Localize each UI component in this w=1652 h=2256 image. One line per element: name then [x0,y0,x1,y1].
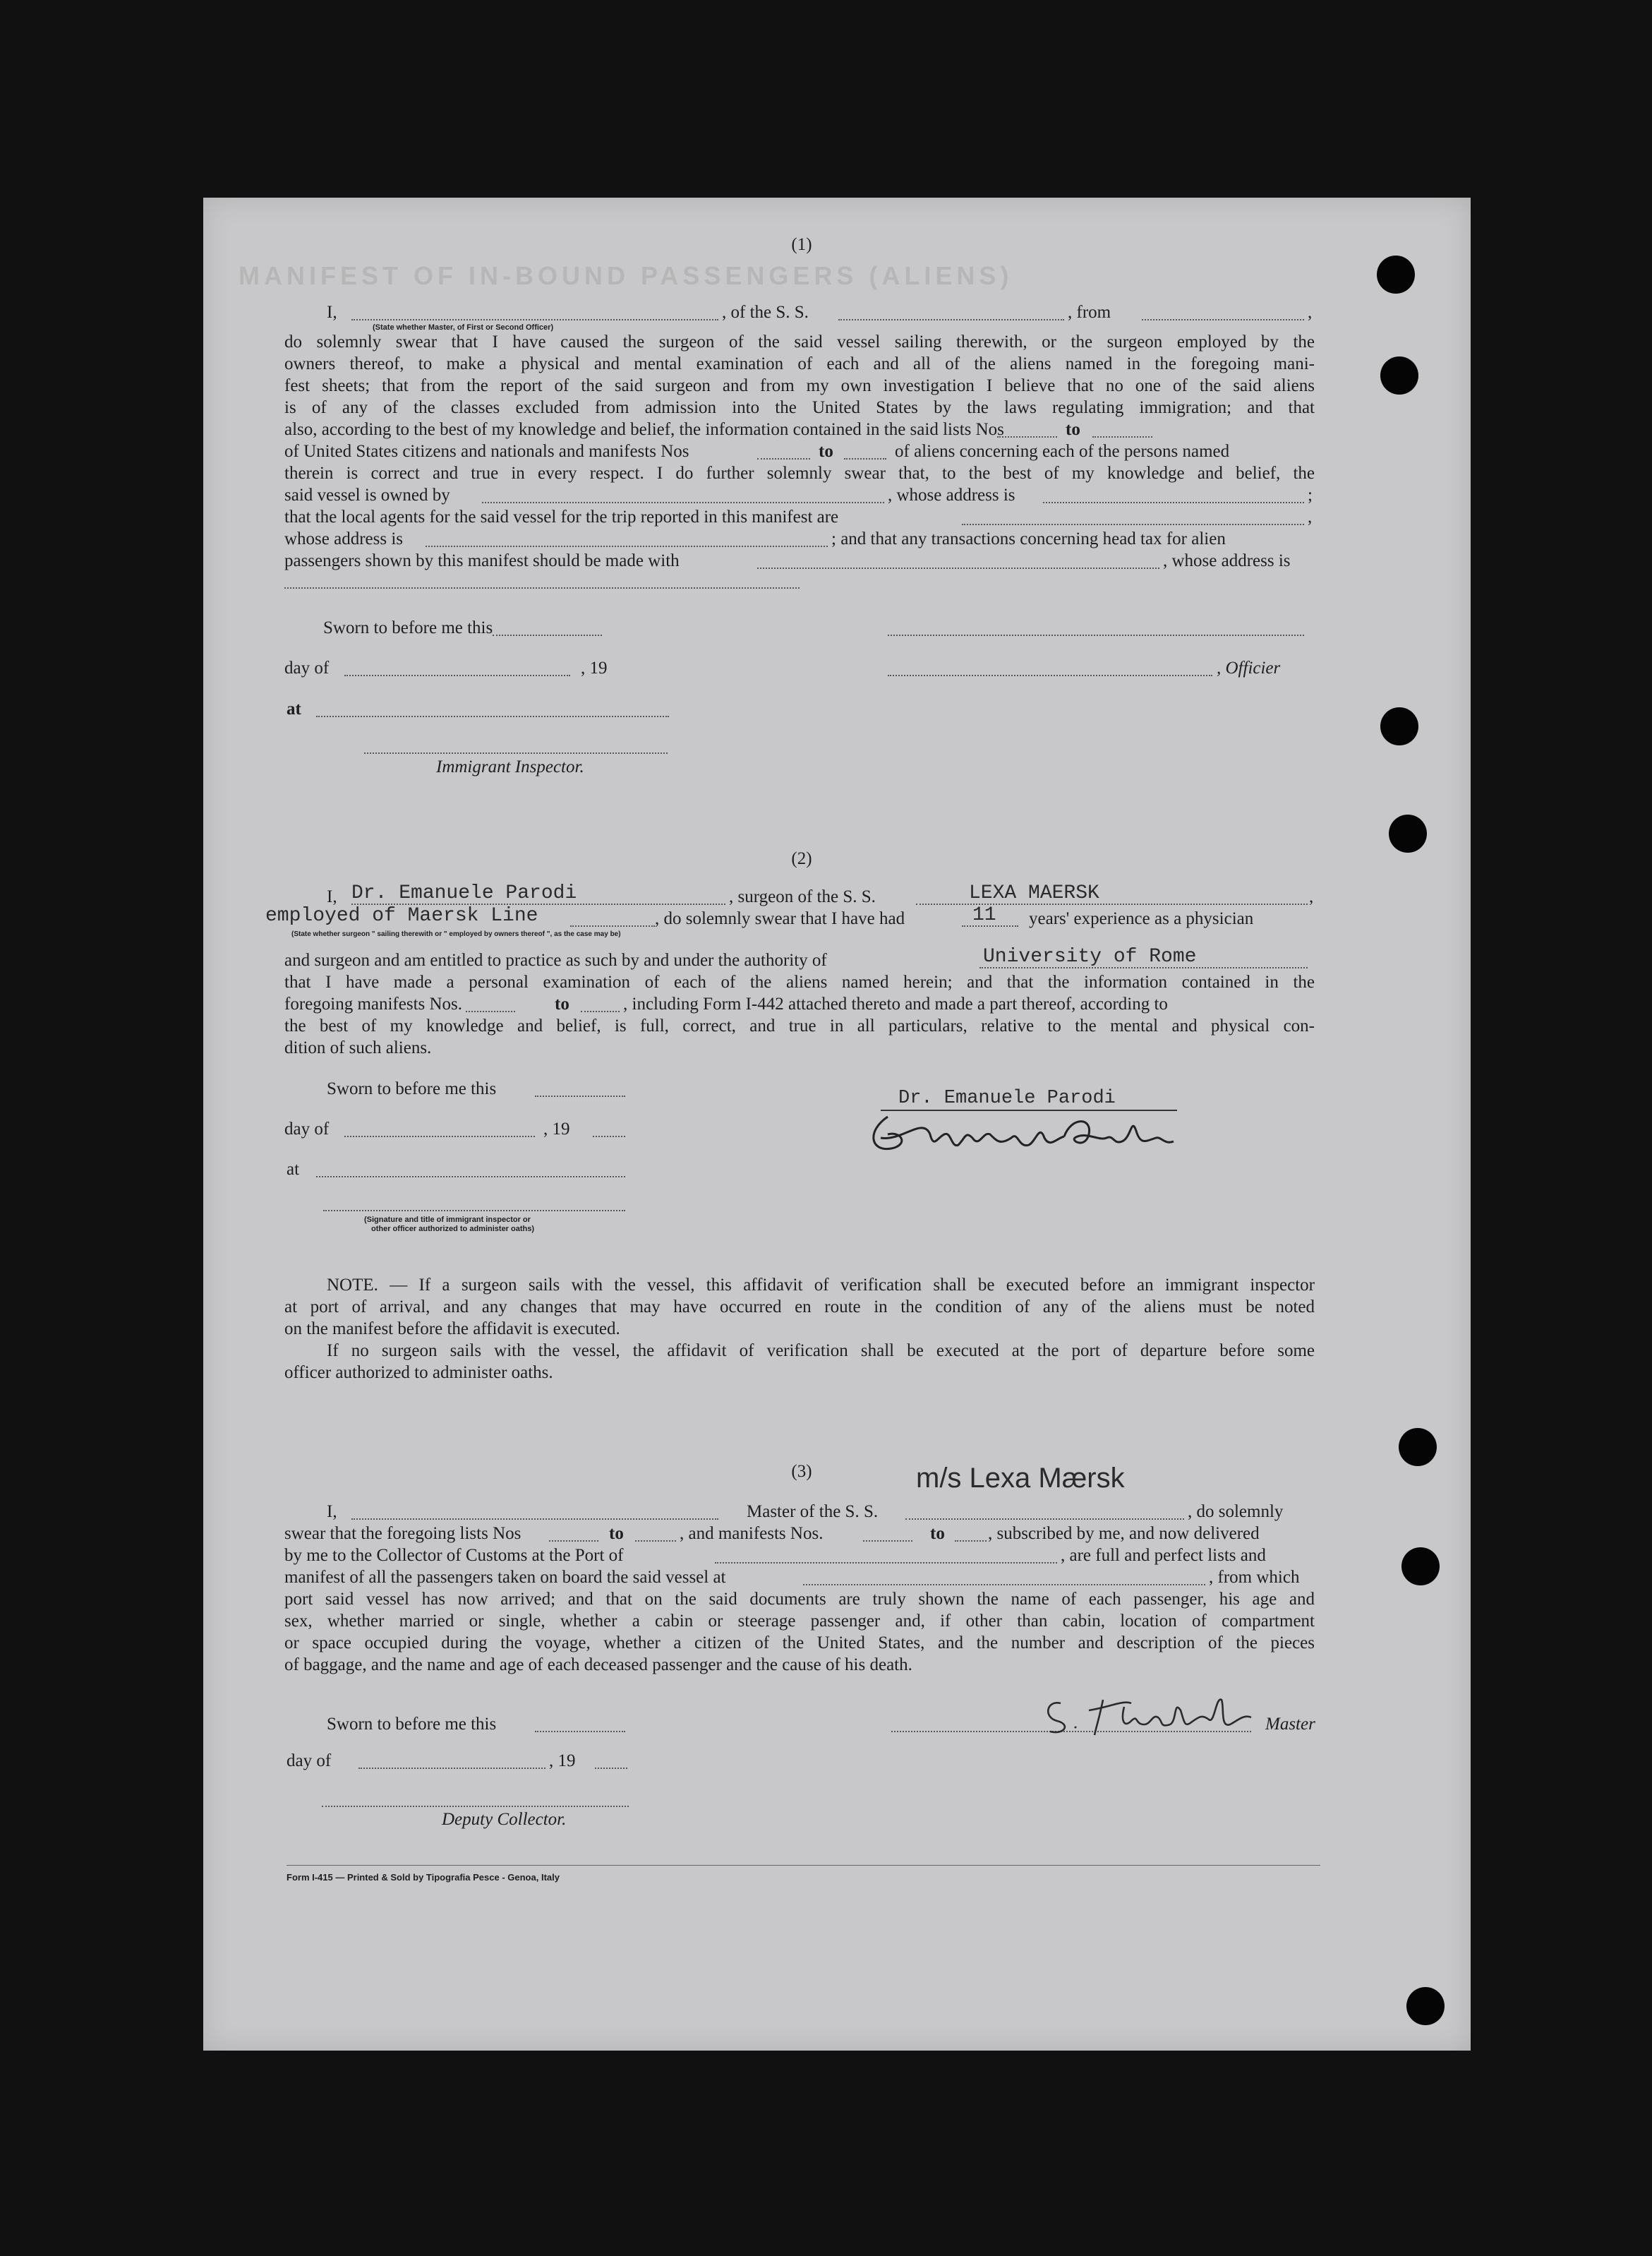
s1-line-10: whose address is [284,529,404,548]
s1-owner-blank [482,502,884,503]
s1-day-of: day of [284,659,330,678]
s1-whose-address-2: , whose address is [1163,551,1291,570]
s2-authority-blank [979,967,1308,968]
s2-line-3: the best of my knowledge and belief, is full, correct, and true in all particulars, relative to the mental and physical con- [284,1016,1315,1036]
s1-officer-blank [351,319,718,320]
s1-manifests-to-blank [844,458,886,460]
punch-hole [1380,356,1418,395]
s2-authority: University of Rome [983,946,1197,968]
s2-note-4: If no surgeon sails with the vessel, the affidavit of verification shall be executed at the port of departure before some [327,1341,1315,1360]
s3-line-6: or space occupied during the voyage, whether a citizen of the United States, and the number and description of the pieces [284,1633,1315,1652]
s1-state-note: (State whether Master, of First or Second Officer) [373,323,554,332]
s3-day-blank [358,1768,545,1769]
s1-manifests-from-blank [757,458,810,460]
manifest-form-page [203,198,1471,2051]
punch-hole [1389,815,1427,853]
s2-surgeon-of: , surgeon of the S. S. [729,887,876,906]
s1-vessel-blank [838,319,1064,320]
s3-line-4: port said vessel has now arrived; and that on the said documents are truly shown the name of each passenger, his age and [284,1590,1315,1609]
s3-from-which: , from which [1209,1568,1300,1587]
s3-sworn-blank [535,1731,625,1732]
s3-lists-to-blank [635,1540,676,1542]
s1-day-blank [344,675,570,676]
s2-note-5: officer authorized to administer oaths. [284,1363,553,1382]
s2-sig-note-1: (Signature and title of immigrant inspector or [364,1216,531,1224]
form-footer: Form I-415 — Printed & Sold by Tipografia Pesce - Genoa, Italy [287,1872,560,1883]
s3-sworn: Sworn to before me this [327,1715,497,1734]
s3-master-of: Master of the S. S. [747,1502,879,1521]
s1-inspector-line [364,752,668,754]
s2-including: , including Form I-442 attached thereto and made a part thereof, according to [623,995,1168,1014]
s2-vessel-name: LEXA MAERSK [969,882,1099,904]
s2-year-blank [593,1136,625,1137]
s3-boarded-at-blank [803,1584,1205,1585]
s1-head-tax: ; and that any transactions concerning head tax for alien [831,529,1226,548]
s1-semicolon: ; [1308,486,1313,505]
s3-deputy: Deputy Collector. [442,1810,567,1829]
s1-line-7: therein is correct and true in every respect. I do further solemnly swear that, to the best of my knowledge and belief, the [284,464,1315,483]
s1-19: , 19 [581,659,608,678]
s2-day-blank [344,1136,535,1137]
s1-of-ss: , of the S. S. [722,303,809,322]
s1-sworn-blank [493,635,602,636]
s2-sig-note-2: other officer authorized to administer oaths) [371,1225,535,1233]
s1-line-11: passengers shown by this manifest should be made with [284,551,680,570]
surgeon-handwritten-signature [860,1110,1184,1173]
s3-vessel-stamp: m/s Lexa Mærsk [916,1463,1125,1494]
s2-manifest-to-blank [581,1011,620,1012]
s1-from: , from [1068,303,1111,322]
s3-subscribed: , subscribed by me, and now delivered [988,1524,1260,1543]
s1-i: I, [327,303,337,322]
s1-whose-address: , whose address is [888,486,1015,505]
punch-hole [1377,256,1415,294]
s1-line-2: owners thereof, to make a physical and mental examination of each and all of the aliens named in the foregoing mani- [284,354,1315,373]
s1-line-1: do solemnly swear that I have caused the surgeon of the said vessel sailing therewith, or the surgeon employed by the [284,332,1315,352]
section-2-number: (2) [791,849,812,868]
s1-agents-blank [962,524,1304,525]
s3-19: , 19 [549,1751,576,1770]
s2-employed-blank [570,925,655,927]
s2-years-blank [962,925,1018,927]
s1-line-4: is of any of the classes excluded from admission into the United States by the laws regulating immigration; and that [284,398,1315,417]
s2-comma: , [1309,887,1314,906]
s2-note-2: at port of arrival, and any changes that may have occurred en route in the condition of any of the aliens must be noted [284,1297,1315,1316]
s1-officer-title-line [888,675,1212,676]
s1-line-3: fest sheets; that from the report of the said surgeon and from my own investigation I believe that no one of the said aliens [284,376,1315,395]
s3-i: I, [327,1502,337,1521]
s3-full-lists: , are full and perfect lists and [1061,1546,1266,1565]
s1-at: at [287,700,301,719]
s2-swear: , do solemnly swear that I have had [655,909,905,928]
s1-line-6: of United States citizens and nationals and manifests Nos [284,442,689,461]
s3-line-2: by me to the Collector of Customs at the Port of [284,1546,624,1565]
s3-master-blank [351,1518,718,1520]
footer-rule [287,1865,1320,1866]
s1-lists-to-blank [1092,436,1152,438]
s3-year-blank [595,1768,627,1769]
s3-line-5: sex, whether married or single, whether a cabin or steerage passenger and, if other than cabin, location of compartment [284,1612,1315,1631]
s1-officer: , Officier [1217,659,1281,678]
s1-head-tax-blank [757,568,1159,569]
s2-to: to [555,995,569,1014]
s3-manifests-from-blank [863,1540,912,1542]
s1-inspector: Immigrant Inspector. [436,757,584,776]
s3-lists-from-blank [549,1540,598,1542]
s2-line-1: that I have made a personal examination of each of the aliens named herein; and that the information contained in the [284,973,1315,992]
s1-comma-2: , [1308,508,1313,527]
s2-19: , 19 [543,1120,570,1139]
s2-sworn-blank [535,1096,625,1097]
s2-sworn: Sworn to before me this [327,1079,497,1098]
s2-signature-typed: Dr. Emanuele Parodi [898,1088,1116,1109]
punch-hole [1406,1987,1445,2025]
s2-day-of: day of [284,1120,330,1139]
s1-sworn: Sworn to before me this [323,618,493,637]
s1-lists-from-blank [997,436,1057,438]
s1-officer-signature-line [888,635,1304,636]
s3-vessel-blank [905,1518,1184,1520]
s2-line-2: foregoing manifests Nos. [284,995,463,1014]
s2-state-note: (State whether surgeon " sailing therewith or " employed by owners thereof ", as the case may be) [291,930,621,938]
s3-master: Master [1265,1715,1315,1734]
s1-owner-address-blank [1043,502,1304,503]
s3-line-1: swear that the foregoing lists Nos [284,1524,521,1543]
s2-manifest-from-blank [466,1011,515,1012]
bleed-through-title: MANIFEST OF IN-BOUND PASSENGERS (ALIENS) [239,261,1013,290]
s3-line-3: manifest of all the passengers taken on board the said vessel at [284,1568,726,1587]
s1-line-5: also, according to the best of my knowledge and belief, the information contained in the said lists Nos [284,420,1004,439]
s2-i: I, [327,887,337,906]
punch-hole [1399,1428,1437,1466]
s2-surgeon-name: Dr. Emanuele Parodi [351,882,577,904]
s1-line-8: said vessel is owned by [284,486,450,505]
s1-head-tax-address-blank [284,587,800,589]
master-handwritten-signature [1032,1686,1258,1742]
s2-years: 11 [972,904,996,926]
s3-day-of: day of [287,1751,332,1770]
s3-and-manifests: , and manifests Nos. [680,1524,824,1543]
s3-manifests-to-blank [955,1540,987,1542]
s2-note-1: NOTE. — If a surgeon sails with the vessel, this affidavit of verification shall be executed before an immigrant inspector [327,1276,1315,1295]
s2-inspector-line [323,1210,625,1211]
s3-port-blank [715,1562,1057,1564]
s2-employed: employed of Maersk Line [265,905,538,927]
section-1-number: (1) [791,235,812,254]
s2-line-4: dition of such aliens. [284,1038,432,1057]
punch-hole [1380,707,1418,745]
s1-of-aliens: of aliens concerning each of the persons named [895,442,1230,461]
s1-agents-address-blank [426,546,828,547]
s1-to-2: to [819,442,833,461]
s3-to-2: to [930,1524,945,1543]
section-3-number: (3) [791,1462,812,1481]
s2-at-blank [316,1176,625,1177]
s1-line-9: that the local agents for the said vessel for the trip reported in this manifest are [284,508,839,527]
s3-solemnly: , do solemnly [1188,1502,1284,1521]
s2-experience: years' experience as a physician [1029,909,1254,928]
s3-line-7: of baggage, and the name and age of each deceased passenger and the cause of his death. [284,1655,912,1674]
s2-auth-pre: and surgeon and am entitled to practice as such by and under the authority of [284,951,827,970]
s1-comma: , [1308,303,1313,322]
s3-to-1: to [609,1524,624,1543]
s1-to-1: to [1066,420,1080,439]
s2-note-3: on the manifest before the affidavit is executed. [284,1319,620,1338]
s2-at: at [287,1160,300,1179]
s3-collector-line [322,1806,629,1807]
punch-hole [1401,1547,1440,1585]
s1-from-blank [1142,319,1304,320]
s1-at-blank [316,716,669,717]
